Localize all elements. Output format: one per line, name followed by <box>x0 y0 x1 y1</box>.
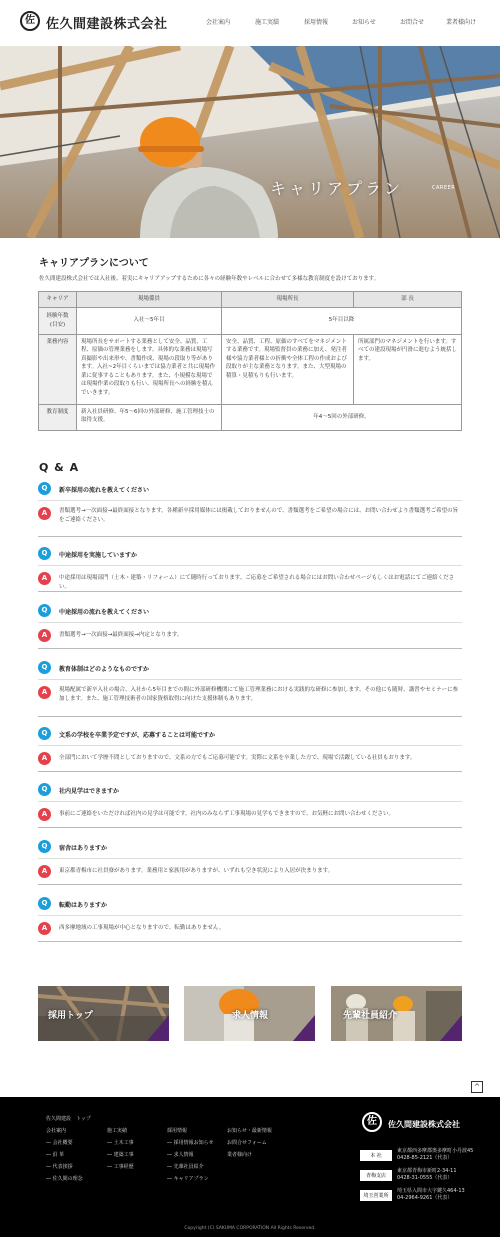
answer-text: 書類選考→一次面接→最終面接となります。各種新卒採用媒体には掲載しておりませんので、書類選考をご希望の場合には、お問い合わせより書類選考ご希望の旨をご連絡ください。 <box>59 508 459 524</box>
banner-label: 求人情報 <box>232 1011 269 1021</box>
table-cell: 現場所長をサポートする業務として安全、品質、工程、原価の管理業務をします。具体的な業務は現場写真撮影や出来形や、書類作成、現場の段取り等があります。入社~2年目くらいまでは協力業者と共に現場作業に従事することもあります。また、小規模な現場では現場作業の段取りも行い、現場所長への経験を積んでいきます。 <box>77 334 222 404</box>
construction-photo <box>0 46 500 238</box>
footer-link[interactable]: ― 先輩社員紹介 <box>167 1164 204 1170</box>
office-address-line: 東京都西多摩郡奥多摩町小丹波45 <box>397 1148 474 1154</box>
office-badge-head: 本 社 <box>360 1150 392 1161</box>
question-text: 中途採用を実施していますか <box>59 552 138 559</box>
question-text: 新卒採用の流れを教えてください <box>59 487 150 494</box>
divider <box>38 536 462 537</box>
question-text: 中途採用の流れを教えてください <box>59 609 150 616</box>
question-text: 転勤はありますか <box>59 902 108 909</box>
footer-link[interactable]: ― 代表挨拶 <box>46 1164 73 1170</box>
table-cell: 安全、品質、工程、原価のすべてをマネジメントする業務です。現場監督員の業務に加え、発注者様や協力業者様との折衝や全体工程の作成および段取りが主な業務となります。また、大型現場の積算・見積もりも行います。 <box>222 334 354 404</box>
hero-image <box>0 46 500 238</box>
footer-link[interactable]: ― キャリアプラン <box>167 1176 209 1182</box>
row-label-text: 経験年数 (目安) <box>46 313 69 328</box>
divider <box>38 716 462 717</box>
answer-text: 事前にご連絡をいただければ社内の見学は可能です。社内のみならず工事現場の見学もできますので、お気軽にお問い合わせください。 <box>59 811 394 817</box>
divider <box>38 591 462 592</box>
banner-label: 採用トップ <box>48 1011 93 1021</box>
footer-link[interactable]: ― 採用情報お知らせ <box>167 1140 214 1146</box>
company-name[interactable]: 佐久間建設株式会社 <box>46 17 168 32</box>
table-row <box>39 334 462 404</box>
footer-link[interactable]: ― 建築工事 <box>107 1152 134 1158</box>
page-top-button[interactable]: ^ <box>471 1081 483 1093</box>
office-address <box>397 1168 457 1182</box>
qa-item <box>38 783 462 829</box>
nav-news[interactable]: お知らせ <box>352 19 376 26</box>
office-badge-saitama: 埼玉営業所 <box>360 1190 392 1201</box>
table-cell: 新入社員研修、年5〜6回の外部研修、施工管理技士の取得支援。 <box>77 404 222 430</box>
footer-link[interactable]: ― 佐久間の理念 <box>46 1176 83 1182</box>
answer-icon: A <box>38 507 51 520</box>
question-text: 社内見学はできますか <box>59 788 120 795</box>
office-address <box>397 1148 473 1162</box>
banner-corner <box>440 1015 462 1041</box>
banner-corner <box>293 1015 315 1041</box>
footer-link[interactable]: 佐久間建設 トップ <box>46 1116 91 1122</box>
divider <box>38 771 462 772</box>
table-header-row <box>39 292 462 308</box>
answer-icon: A <box>38 865 51 878</box>
table-header-cell: 現場所長 <box>222 292 354 308</box>
question-icon: Q <box>38 604 51 617</box>
footer-link[interactable]: お知らせ・最新情報 <box>227 1128 272 1134</box>
table-header-cell: 部 長 <box>354 292 462 308</box>
banner-staff-intro[interactable] <box>331 986 462 1041</box>
answer-text: 西多摩地域の工事現場が中心となりますので、転勤はありません。 <box>59 925 225 931</box>
banner-label: 先輩社員紹介 <box>343 1011 398 1021</box>
divider <box>38 915 462 916</box>
divider <box>38 941 462 942</box>
answer-text: 中途採用は現場部門（土木・建築・リフォーム）にて随時行っております。ご応募をご希望される場合にはお問い合わせページもしくはお電話にてご連絡ください。 <box>59 575 455 591</box>
table-row <box>39 404 462 430</box>
qa-item <box>38 482 462 537</box>
nav-vendors[interactable]: 業者様向け <box>446 19 477 26</box>
section-heading-qa: Q & A <box>39 461 80 474</box>
footer-link[interactable]: お問合せフォーム <box>227 1140 267 1146</box>
site-header <box>0 0 500 46</box>
table-row <box>39 307 462 334</box>
qa-item <box>38 840 462 886</box>
answer-icon: A <box>38 629 51 642</box>
career-intro-text: 佐久間建設株式会社では入社後、着実にキャリアアップするために各々の経験年数やレベルに合わせて多様な教育制度を設けております。 <box>39 276 380 282</box>
divider <box>38 679 462 680</box>
row-label: 教育制度 <box>39 404 77 430</box>
table-header-cell: キャリア <box>39 292 77 308</box>
question-text: 宿舎はありますか <box>59 845 108 852</box>
question-icon: Q <box>38 661 51 674</box>
qa-item <box>38 604 462 650</box>
divider <box>38 565 462 566</box>
banner-recruit-top[interactable] <box>38 986 169 1041</box>
divider <box>38 858 462 859</box>
answer-text: 現場配属で新卒入社の場合、入社から5年目までの間に外部研修機関にて施工管理業務における実践的な研修に参加します。その他にも随時、講習やセミナーに参加します。また、施工管理技術者の国家資格取得に向けた支援体制もあります。 <box>59 687 459 703</box>
question-icon: Q <box>38 482 51 495</box>
divider <box>38 745 462 746</box>
row-label <box>39 307 77 334</box>
answer-icon: A <box>38 808 51 821</box>
office-tel: 0428-31-0555（代表） <box>397 1175 453 1181</box>
table-header-cell: 現場係員 <box>77 292 222 308</box>
office-address-line: 埼玉県入間市大字鍵久464-13 <box>397 1188 465 1194</box>
footer-link[interactable]: ― 工事経歴 <box>107 1164 134 1170</box>
footer-link[interactable]: 業者様向け <box>227 1152 253 1158</box>
question-text: 教育体制はどのようなものですか <box>59 666 150 673</box>
company-logo-icon[interactable]: 佐 <box>20 11 40 31</box>
banner-job-info[interactable] <box>184 986 315 1041</box>
row-label: 業務内容 <box>39 334 77 404</box>
question-text: 文系の学校を卒業予定ですが、応募することは可能ですか <box>59 732 216 739</box>
nav-recruit[interactable]: 採用情報 <box>304 19 329 26</box>
answer-text: 東京都青梅市に社員寮があります。業務用と家族用がありますが、いずれも空き状況により入居が決まります。 <box>59 868 334 874</box>
divider <box>38 801 462 802</box>
answer-icon: A <box>38 572 51 585</box>
divider <box>38 827 462 828</box>
question-icon: Q <box>38 840 51 853</box>
section-heading-career: キャリアプランについて <box>39 258 149 269</box>
table-cell: 所属部門のマネジメントを行います。すべての建設現場が円滑に進むよう統括します。 <box>354 334 462 404</box>
copyright-text: Copyright (C) SAKUMA CORPORATION All Rights Reserved. <box>184 1226 316 1231</box>
hero-title: キャリアプラン <box>270 179 404 198</box>
footer-link[interactable]: 会社案内 <box>46 1128 67 1134</box>
divider <box>38 500 462 501</box>
footer-logo-icon: 佐 <box>362 1112 382 1132</box>
nav-works[interactable]: 施工実績 <box>255 19 280 26</box>
site-footer <box>0 1097 500 1237</box>
hero-subtitle: CAREER <box>432 185 456 191</box>
footer-link[interactable]: ― 求人情報 <box>167 1152 194 1158</box>
office-tel: 0428-85-2121（代表） <box>397 1155 453 1161</box>
divider <box>38 622 462 623</box>
banner-corner <box>147 1015 169 1041</box>
footer-link[interactable]: 施工実績 <box>107 1128 128 1134</box>
answer-text: 全部門において学歴不問としておりますので、文系の方でもご応募可能です。実際に文系を卒業した方で、現場で活躍している社員もおります。 <box>59 755 416 761</box>
question-icon: Q <box>38 897 51 910</box>
answer-text: 書類選考→一次面接→最終面接→内定となります。 <box>59 632 183 638</box>
qa-item <box>38 727 462 773</box>
table-cell: 年4〜5回の外部研修。 <box>222 404 462 430</box>
qa-item <box>38 547 462 593</box>
office-address <box>397 1188 465 1202</box>
question-icon: Q <box>38 547 51 560</box>
footer-link[interactable]: ― 会社概要 <box>46 1140 73 1146</box>
answer-icon: A <box>38 686 51 699</box>
career-plan-table <box>38 291 462 431</box>
footer-company-name: 佐久間建設株式会社 <box>388 1120 460 1129</box>
answer-icon: A <box>38 922 51 935</box>
nav-company[interactable]: 会社案内 <box>206 19 231 26</box>
qa-item <box>38 897 462 943</box>
question-icon: Q <box>38 727 51 740</box>
office-tel: 04-2964-9261（代表） <box>397 1195 453 1201</box>
footer-link[interactable]: ― 土木工事 <box>107 1140 134 1146</box>
question-icon: Q <box>38 783 51 796</box>
table-cell: 5年目以降 <box>222 307 462 334</box>
office-address-line: 東京都青梅市新町2-34-11 <box>397 1168 457 1174</box>
answer-icon: A <box>38 752 51 765</box>
office-badge-ome: 青梅支店 <box>360 1170 392 1181</box>
divider <box>38 884 462 885</box>
nav-contact[interactable]: お問合せ <box>400 19 425 26</box>
table-cell: 入社〜5年目 <box>77 307 222 334</box>
footer-link[interactable]: 採用情報 <box>167 1128 188 1134</box>
qa-item <box>38 661 462 717</box>
footer-link[interactable]: ― 沿 革 <box>46 1152 65 1158</box>
divider <box>38 648 462 649</box>
